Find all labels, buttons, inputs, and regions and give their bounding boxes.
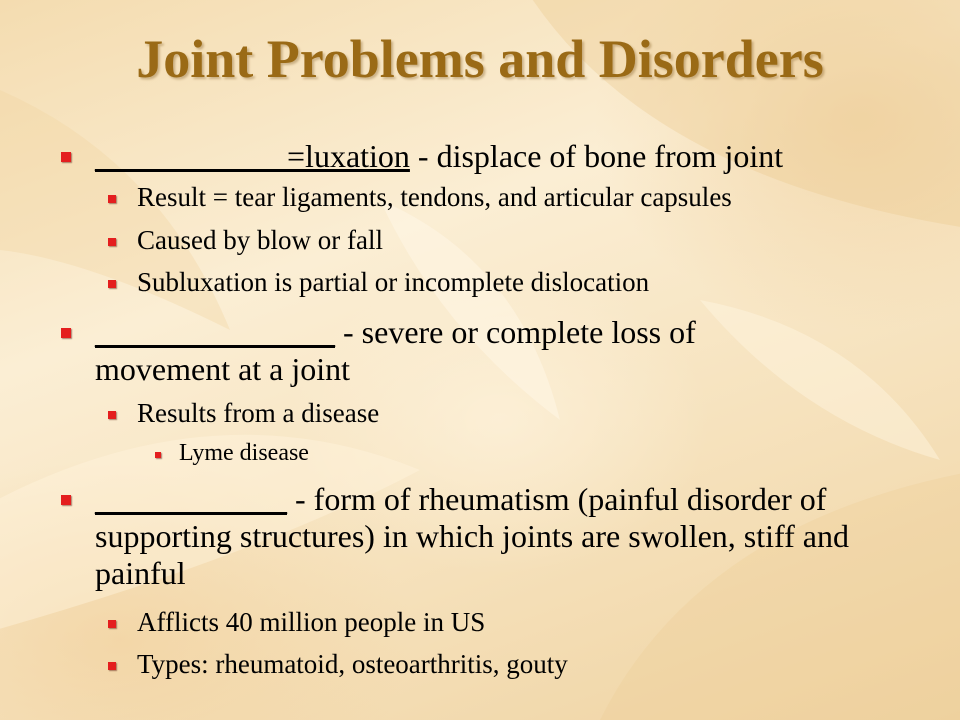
- bullet-icon: [61, 152, 71, 162]
- bullet-icon: [108, 662, 116, 670]
- bullet-item-dislocation: [95, 138, 915, 175]
- sub-bullet-item: [137, 398, 897, 429]
- bullet-icon: [61, 328, 71, 338]
- bullet-icon: [108, 195, 116, 203]
- bullet-icon: [61, 495, 71, 505]
- blank-line: _______________: [95, 314, 335, 350]
- sub-bullet-item: [137, 182, 897, 213]
- sub-bullet-item: [137, 607, 897, 638]
- sub-bullet-text: Types: rheumatoid, osteoarthritis, gouty: [137, 649, 568, 679]
- blank-line: ____________: [95, 481, 287, 517]
- sub-bullet-item: [137, 267, 897, 298]
- bullet-icon: [108, 280, 116, 288]
- bullet-icon: [108, 238, 116, 246]
- slide-title: Joint Problems and Disorders: [136, 29, 824, 89]
- bullet-icon: [155, 452, 161, 458]
- sub-bullet-text: Result = tear ligaments, tendons, and articular capsules: [137, 182, 732, 212]
- sub-bullet-item: [137, 649, 897, 680]
- sub-bullet-text: Results from a disease: [137, 398, 380, 428]
- sub-sub-bullet-item: [179, 440, 879, 468]
- bullet-text: - form of rheumatism (painful disorder of supporting structures) in which joints are swollen, stiff and painful: [95, 481, 849, 592]
- sub-bullet-text: Caused by blow or fall: [137, 225, 383, 255]
- sub-bullet-text: Afflicts 40 million people in US: [137, 607, 486, 637]
- blank-line: ____________: [95, 138, 287, 174]
- sub-bullet-text: Subluxation is partial or incomplete dislocation: [137, 267, 650, 297]
- bullet-text: - severe or complete loss of movement at a joint: [95, 314, 696, 388]
- sub-bullet-item: [137, 225, 897, 256]
- bullet-item-ankylosis: [95, 314, 795, 388]
- bullet-item-arthritis: [95, 481, 895, 592]
- term-text: =luxation: [287, 138, 410, 174]
- bullet-text: - displace of bone from joint: [409, 138, 784, 174]
- bullet-icon: [108, 411, 116, 419]
- bullet-icon: [108, 620, 116, 628]
- sub-sub-bullet-text: Lyme disease: [179, 440, 309, 466]
